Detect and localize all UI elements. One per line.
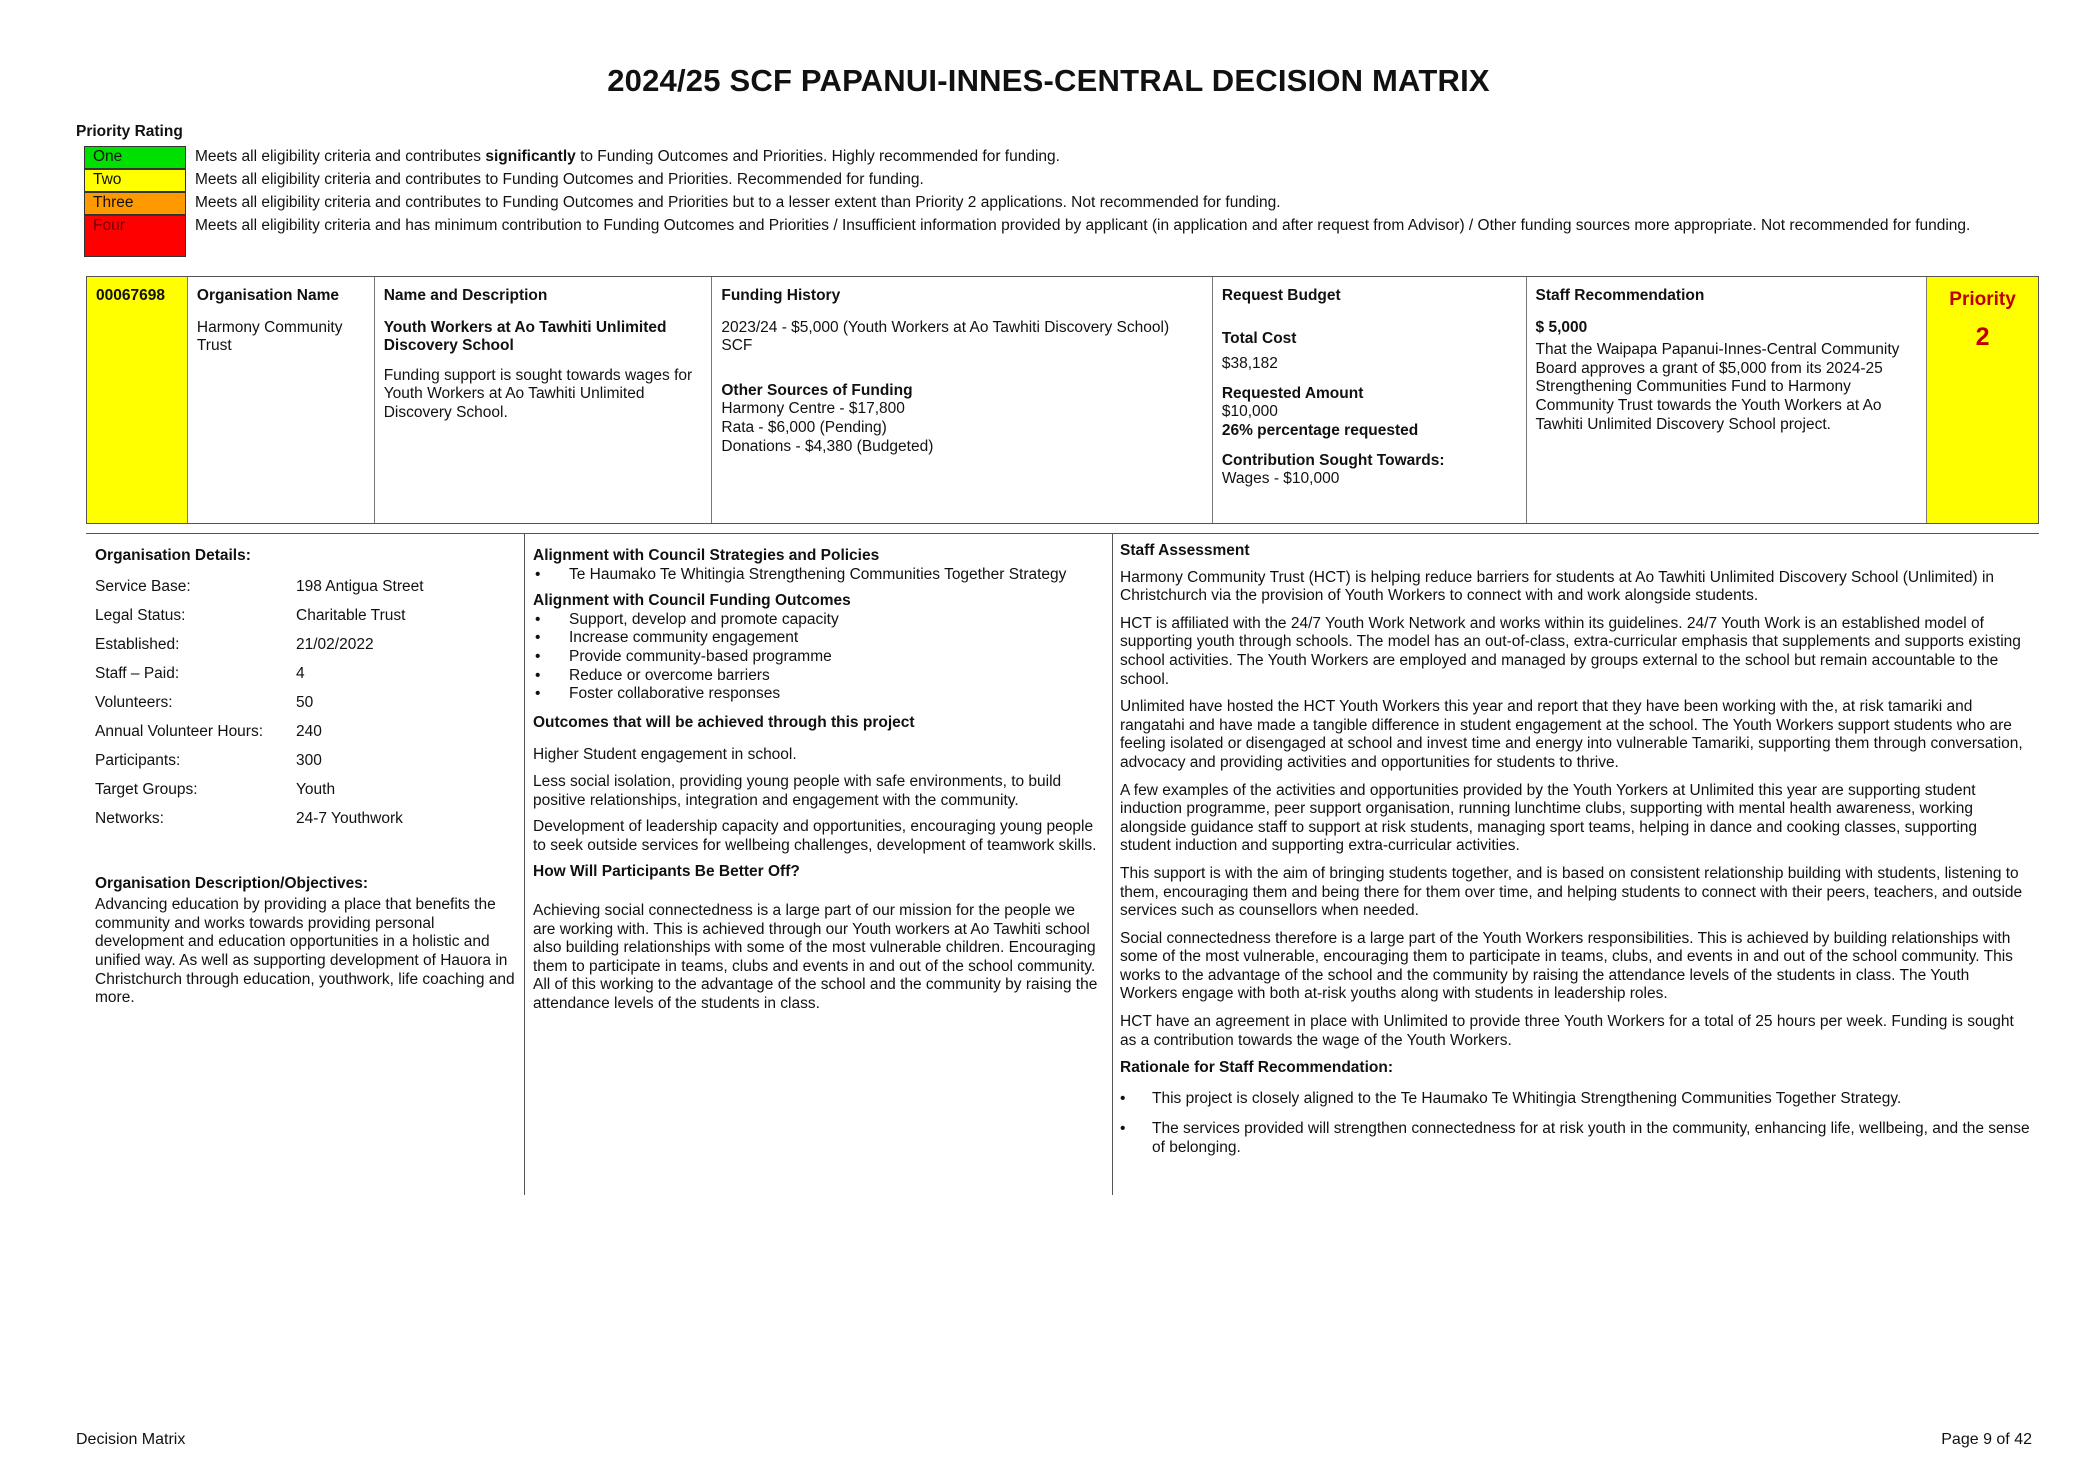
funding-outcomes-heading: Alignment with Council Funding Outcomes bbox=[533, 592, 851, 610]
better-off-text: Achieving social connectedness is a large part of our mission for the people we are working with. This is achieved through our Youth workers at Ao Tawhiti school also building relationships with some of the most vulnerable children. Encouraging them to participate in teams, clubs and events in and out of the school community. All of this working to the advantage of the school and the community by raising the attendance levels of the students in class. bbox=[533, 901, 1098, 1012]
funding-history: 2023/24 - $5,000 (Youth Workers at Ao Tawhiti Discovery School) SCF bbox=[721, 318, 1170, 355]
rationale-heading: Rationale for Staff Recommendation: bbox=[1120, 1059, 1393, 1077]
other-source: Harmony Centre - $17,800 bbox=[721, 400, 905, 418]
priority-value: 2 bbox=[1975, 322, 1990, 351]
funding-history-header: Funding History bbox=[721, 287, 841, 304]
column-divider bbox=[1112, 533, 1113, 1195]
column-divider bbox=[524, 533, 525, 1195]
staff-recommended-amount: $ 5,000 bbox=[1535, 318, 1588, 336]
legend-row-four bbox=[84, 215, 1984, 257]
organisation-details-heading: Organisation Details: bbox=[95, 547, 251, 564]
other-sources-header: Other Sources of Funding bbox=[721, 381, 913, 399]
staff-assessment-heading: Staff Assessment bbox=[1120, 542, 1250, 559]
requested-amount-value: $10,000 bbox=[1221, 403, 1278, 421]
funding-outcomes-list bbox=[533, 611, 1098, 704]
project-name: Youth Workers at Ao Tawhiti Unlimited Discovery School bbox=[383, 318, 667, 355]
assessment-paragraph: Social connectedness therefore is a large part of the Youth Workers responsibilities. This is achieved by building relationships with some of the most vulnerable, encouraging them to participate in teams, clubs, and events in and out of the school community. This works to the advantage of the school and the community by raising the attendance levels of the students in class. The Youth Workers engage with both at-risk youths along with students in leadership roles. bbox=[1120, 929, 2013, 1003]
list-item: • Reduce or overcome barriers bbox=[533, 667, 1098, 686]
total-cost-label: Total Cost bbox=[1221, 329, 1297, 347]
priority-two-swatch: Two bbox=[84, 169, 186, 192]
rationale-list bbox=[1120, 1090, 2030, 1158]
section-divider bbox=[86, 533, 2039, 534]
total-cost-value: $38,182 bbox=[1221, 355, 1278, 373]
organisation-description: Advancing education by providing a place that benefits the community and works towards providing personal development and education opportunities in a holistic and unified way. As well as supporting development of Hauora in Christchurch through education, youthwork, life coaching and more. bbox=[95, 896, 515, 1007]
priority-legend bbox=[84, 146, 1984, 257]
priority-column bbox=[1927, 277, 2038, 523]
list-item: • Provide community-based programme bbox=[533, 648, 1098, 667]
staff-recommendation-header: Staff Recommendation bbox=[1535, 287, 1705, 304]
staff-recommendation-column bbox=[1527, 277, 1928, 523]
staff-assessment-section bbox=[1120, 542, 2030, 1170]
request-budget-column bbox=[1213, 277, 1527, 523]
priority-two-text: Meets all eligibility criteria and contributes to Funding Outcomes and Priorities. Recommended for funding. bbox=[195, 171, 924, 188]
organisation-details bbox=[95, 547, 515, 1008]
detail-row: Participants: 300 bbox=[95, 751, 322, 769]
priority-three-swatch: Three bbox=[84, 192, 186, 215]
organisation-name: Harmony Community Trust bbox=[196, 318, 343, 355]
contribution-label: Contribution Sought Towards: bbox=[1221, 451, 1445, 469]
list-item: • This project is closely aligned to the Te Haumako Te Whitingia Strengthening Communities Together Strategy. bbox=[1120, 1090, 2030, 1109]
assessment-paragraph: Harmony Community Trust (HCT) is helping reduce barriers for students at Ao Tawhiti Unlimited Discovery School (Unlimited) in Christchurch via the provision of Youth Workers to connect with and work alongside students. bbox=[1120, 568, 1995, 605]
list-item: • Te Haumako Te Whitingia Strengthening Communities Together Strategy bbox=[533, 566, 1098, 585]
list-item: • The services provided will strengthen connectedness for at risk youth in the community, enhancing life, wellbeing, and the sense of belonging. bbox=[1120, 1120, 2030, 1157]
project-outcome: Higher Student engagement in school. bbox=[533, 746, 797, 764]
legend-row-three bbox=[84, 192, 1984, 215]
priority-three-text: Meets all eligibility criteria and contributes to Funding Outcomes and Priorities but to a lesser extent than Priority 2 applications. Not recommended for funding. bbox=[195, 194, 1281, 211]
strategies-heading: Alignment with Council Strategies and Policies bbox=[533, 547, 880, 564]
assessment-paragraph: HCT is affiliated with the 24/7 Youth Work Network and works within its guidelines. 24/7 Youth Work is an established model of supporting youth through schools. The model has an out-of-class, extra-curricular emphasis that supplements and supports existing school activities. The Youth Workers are employed and managed by groups external to the school but remain accountable to the school. bbox=[1120, 614, 2021, 688]
legend-row-two bbox=[84, 169, 1984, 192]
project-description: Funding support is sought towards wages for Youth Workers at Ao Tawhiti Unlimited Discovery School. bbox=[383, 366, 693, 421]
priority-label: Priority bbox=[1949, 289, 2016, 310]
assessment-paragraph: HCT have an agreement in place with Unlimited to provide three Youth Workers for a total of 25 hours per week. Funding is sought as a contribution towards the wage of the Youth Workers. bbox=[1120, 1013, 2014, 1049]
footer-doc-name: Decision Matrix bbox=[76, 1431, 186, 1448]
percentage-requested: 26% percentage requested bbox=[1221, 421, 1419, 439]
detail-row: Volunteers: 50 bbox=[95, 693, 314, 711]
priority-four-swatch: Four bbox=[84, 215, 186, 257]
contribution-value: Wages - $10,000 bbox=[1221, 470, 1340, 488]
list-item: • Support, develop and promote capacity bbox=[533, 611, 1098, 630]
staff-recommendation-text: That the Waipapa Papanui-Innes-Central Community Board approves a grant of $5,000 from its 2024-25 Strengthening Communities Fund to Harmony Community Trust towards the Youth Workers at Ao Tawhiti Unlimited Discovery School project. bbox=[1535, 341, 1900, 433]
better-off-heading: How Will Participants Be Better Off? bbox=[533, 863, 800, 881]
funding-history-column bbox=[712, 277, 1212, 523]
page-title: 2024/25 SCF PAPANUI-INNES-CENTRAL DECISION MATRIX bbox=[607, 63, 1490, 98]
priority-rating-heading: Priority Rating bbox=[76, 123, 183, 140]
project-outcome: Development of leadership capacity and opportunities, encouraging young people to seek outside services for wellbeing challenges, development of teamwork skills. bbox=[533, 818, 1097, 854]
strategies-list bbox=[533, 566, 1098, 585]
other-source: Donations - $4,380 (Budgeted) bbox=[721, 437, 934, 455]
detail-row: Legal Status: Charitable Trust bbox=[95, 606, 406, 624]
name-description-header: Name and Description bbox=[383, 287, 548, 304]
detail-row: Target Groups: Youth bbox=[95, 780, 336, 798]
request-budget-header: Request Budget bbox=[1221, 287, 1341, 304]
priority-one-text: Meets all eligibility criteria and contributes significantly to Funding Outcomes and Priorities. Highly recommended for funding. bbox=[195, 148, 1060, 165]
detail-row: Service Base: 198 Antigua Street bbox=[95, 577, 424, 595]
requested-amount-label: Requested Amount bbox=[1221, 384, 1364, 402]
application-summary-table bbox=[86, 276, 2039, 524]
name-description-column bbox=[375, 277, 713, 523]
detail-row: Annual Volunteer Hours: 240 bbox=[95, 722, 322, 740]
other-source: Rata - $6,000 (Pending) bbox=[721, 418, 887, 436]
detail-row: Staff – Paid: 4 bbox=[95, 664, 305, 682]
organisation-column bbox=[188, 277, 375, 523]
priority-one-swatch: One bbox=[84, 146, 186, 169]
priority-four-text: Meets all eligibility criteria and has minimum contribution to Funding Outcomes and Priorities / Insufficient information provided by applicant (in application and after request from Advisor) / Other funding sources more appropriate. Not recommended for funding. bbox=[195, 217, 1971, 234]
application-id: 00067698 bbox=[87, 277, 188, 523]
legend-row-one bbox=[84, 146, 1984, 169]
detail-row: Established: 21/02/2022 bbox=[95, 635, 374, 653]
organisation-description-heading: Organisation Description/Objectives: bbox=[95, 874, 369, 892]
organisation-header: Organisation Name bbox=[196, 287, 340, 304]
assessment-paragraph: This support is with the aim of bringing students together, and is based on consistent relationship building with students, listening to them, encouraging them and being there for them over time, and helping students to connect with their peers, teachers, and outside services such as counsellors when needed. bbox=[1120, 864, 2023, 920]
page-number: Page 9 of 42 bbox=[1941, 1431, 2032, 1448]
project-outcome: Less social isolation, providing young people with safe environments, to build positive relationships, integration and engagement with the community. bbox=[533, 772, 1062, 809]
assessment-paragraph: Unlimited have hosted the HCT Youth Workers this year and report that they have been working with the, at risk tamariki and rangatahi and have made a tangible difference in student engagement at the school. The Youth Workers support students who are feeling isolated or disengaged at school and invest time and energy into vulnerable Tamariki, supporting them through conversation, advocacy and providing activities and opportunities for students to thrive. bbox=[1120, 698, 2023, 771]
detail-row: Networks: 24-7 Youthwork bbox=[95, 809, 403, 827]
project-outcomes-heading: Outcomes that will be achieved through this project bbox=[533, 713, 915, 731]
list-item: • Increase community engagement bbox=[533, 629, 1098, 648]
assessment-paragraph: A few examples of the activities and opportunities provided by the Youth Yorkers at Unlimited this year are supporting student induction programme, peer support organisation, running lunchtime clubs, supporting with mental health awareness, working alongside guidance staff to support at risk students, managing sport teams, helping in dance and cooking classes, supporting student induction and supporting extra-curricular activities. bbox=[1120, 781, 1978, 855]
list-item: • Foster collaborative responses bbox=[533, 685, 1098, 704]
alignment-section bbox=[533, 547, 1098, 1013]
